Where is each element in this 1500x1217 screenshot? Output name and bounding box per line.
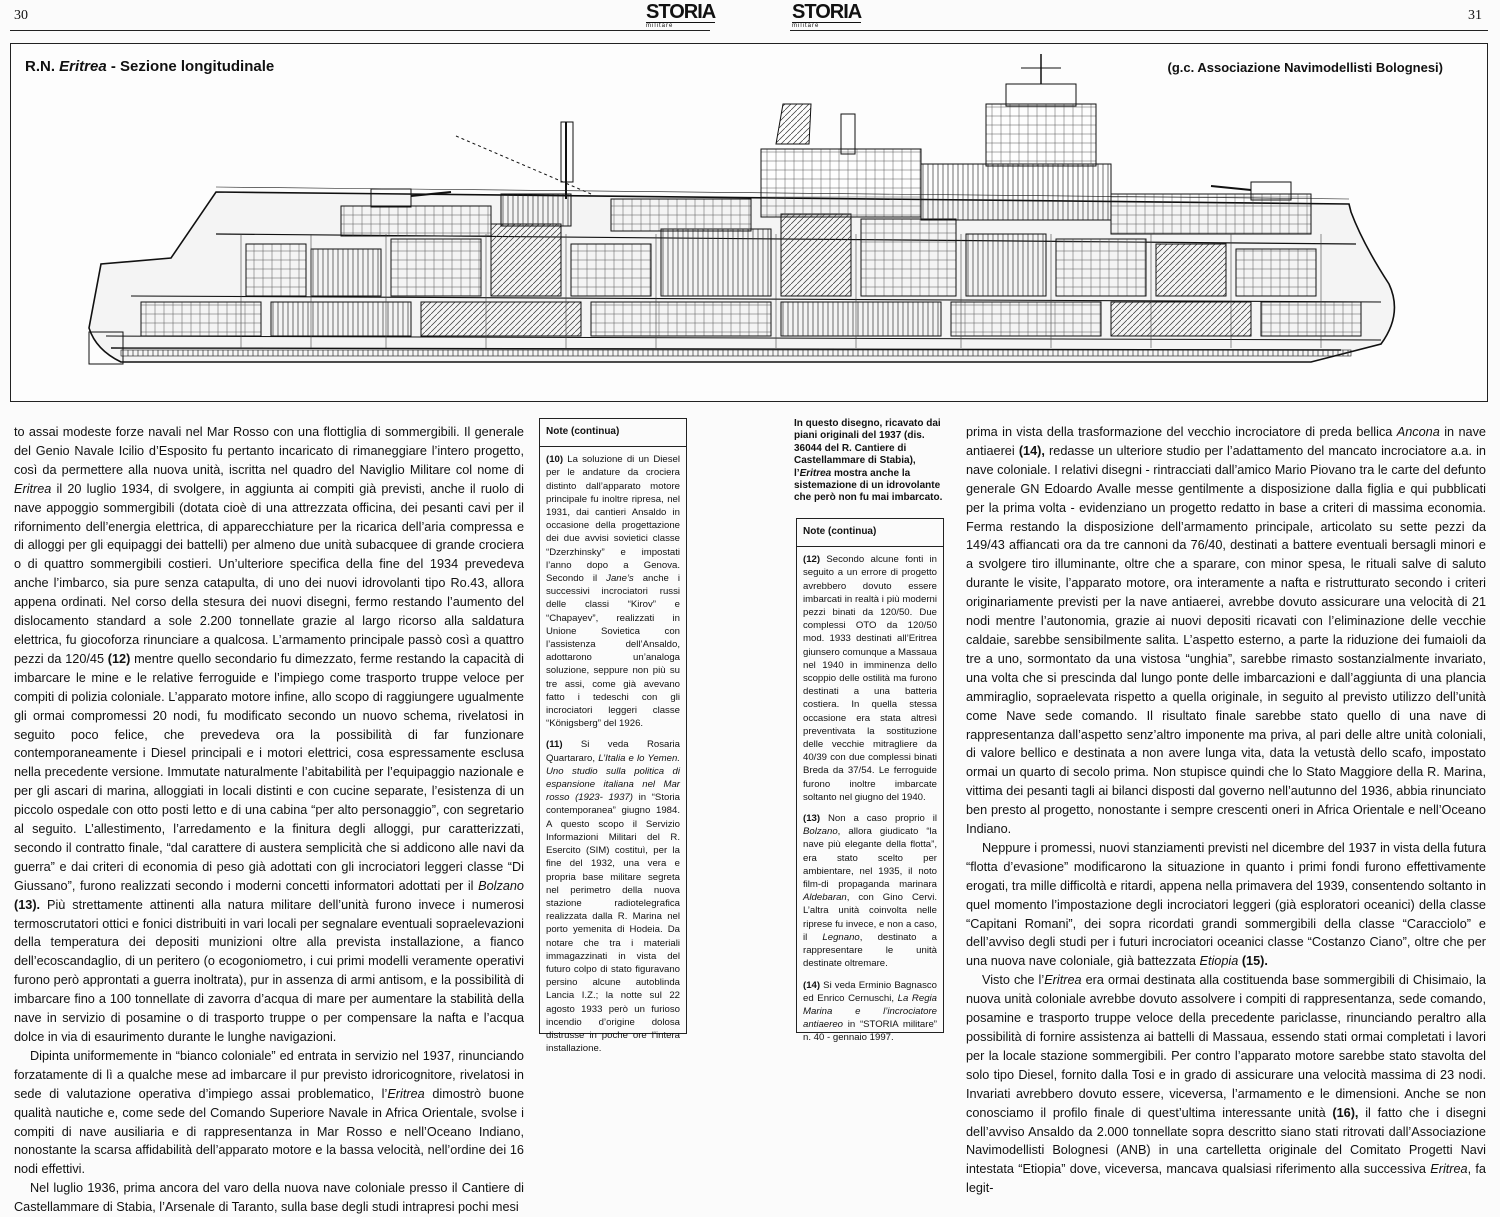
article-column-2 [966, 423, 1486, 1198]
figure-title-prefix: R.N. [25, 58, 60, 75]
paragraph: Neppure i promessi, nuovi stanziamenti previsti nel dicembre del 1937 in vista della futura “flotta d’evasione” modificarono la situazione in quanto i primi fondi furono effettivamente erogati, tra mille difficoltà e ritardi, appena nella primavera del 1939, consentendo soltanto in quel momento l’impostazione degli incrociatori leggeri (già esploratori oceanici) della classe “Capitani Romani”, dei sopra ricordati grandi sommergibili della classe “Caracciolo” e dell’avviso degli studi per i futuri incrociatori oceanici classe “Costanzo Ciano”, oltre che per una nuova nave coloniale, già battezzata Etiopia (15). [966, 840, 1486, 969]
logo-text: STORIA [792, 1, 862, 23]
figure-caption: In questo disegno, ricavato dai piani originali del 1937 (dis. 36044 del R. Cantiere di Castellammare di Stabia), l’Eritrea mostra anche la sistemazione di un idrovolante che però non fu mai imbarcato. [794, 418, 943, 504]
paragraph: to assai modeste forze navali nel Mar Rosso con una flottiglia di sommergibili. Il generale del Genio Navale Icilio d’Esposito fu pertanto incaricato di rimaneggiare l’intero progetto, così da permettere alla nuova unità, iscritta nel quadro del Naviglio Militare col nome di Eritrea il 20 luglio 1934, di svolgere, in aggiunta ai compiti già previsti, anche il ruolo di nave appoggio sommergibili (dotata cioè di una attrezzata officina, dei pesanti cavi per il rifornimento dell’energia elettrica, di apparecchiature per la ricarica dell’aria compressa e di alloggi per gli equipaggi dei battelli) per almeno due unità subacquee di grande crociera o di quattro sommergibili costieri. Un’ulteriore specifica della fine del 1934 prevedeva anche l’imbarco, sia pure senza catapulta, di uno dei nuovi idrovolanti tipo Ro.43, allora appena ordinati. Nel corso della stesura dei nuovi disegni, fermo restando l’aumento del dislocamento standard a sole 2.200 tonnellate grazie al largo ricorso alla saldatura elettrica, fu giocoforza rinunciare a qualcosa. L’armamento principale passò così a quattro pezzi da 120/45 (12) mentre quello secondario fu dimezzato, ferme restando la capacità di imbarcare le mine e le relative ferroguide e l’impiego come trasporto truppe veloce per compiti di polizia coloniale. L’apparato motore infine, allo scopo di raggiungere ugualmente gli ormai compromessi 20 nodi, fu modificato secondo un nuovo schema, rivelatosi in seguito poco felice, che prevedeva ora la possibilità di far funzionare contemporaneamente i Diesel principali e i motori elettrici, cosa espressamente esclusa nella precedente versione. Immutate naturalmente l’abitabilità per l’equipaggio nazionale e per gli ascari di marina, alloggiati in locali distinti e con cucine separate, l’esistenza di un piccolo ospedale con otto posti letto e di una cabina “per alto personaggio”, con segretario al seguito. L’allestimento, l’arredamento e la finitura degli alloggi, pur caratterizzati, secondo il contratto finale, “dal carattere di austera semplicità che si addicono alle navi da guerra” e dai criteri di economia di peso già adottati con gli incrociatori leggeri classe “Di Giussano”, furono realizzati secondo i moderni concetti informatori adottati per il Bolzano (13). Più strettamente attinenti alla natura militare dell’unità furono invece i numerosi termoscrutatori ottici e fonici distribuiti in vari locali per segnalare eventuali sopraelevazioni della temperatura dei depositi munizioni oltre alla prevista installazione, a fianco dell’ecoscandaglio, di un peritero (o ecogoniometro, i cui primi modelli veramente operativi furono però approntati a guerra inoltrata), pur in assenza di armi antisom, e la possibilità di imbarcare fino a 100 tonnellate di zavorra d’acqua di mare per aumentare la stabilità della nave in servizio di posamine o di trasporto truppe o per compensare la nafta e l’acqua dolce in via di esaurimento durante le lunghe navigazioni. [14, 425, 524, 1044]
magazine-logo-left [646, 2, 715, 29]
note-10: (10) La soluzione di un Diesel per le andature da crociera distinto dall’apparato motore principale fu inoltre ripresa, nel 1931, dai cantieri Ansaldo in occasione della progettazione dei due avvisi sovietici classe “Dzerzhinsky” e impostati l’anno dopo a Genova. Secondo il Jane’s anche i successivi incrociatori russi delle classi “Kirov” e “Chapayev”, realizzati in Unione Sovietica con l’assistenza dell’Ansaldo, adottarono un’analoga soluzione, seppure non più su tre assi, come già avevano fatto i tedeschi con gli incrociatori leggeri classe “Königsberg” del 1926. [546, 454, 680, 730]
note-11: (11) Si veda Rosaria Quartararo, L’Italia e lo Yemen. Uno studio sulla politica di espansione italiana nel Mar rosso (1923- 1937) in “Storia contemporanea” giugno 1984. A questo scopo il Servizio Informazioni Militari del R. Esercito (SIM) costituì, per la fine del 1932, una vera e propria base militare segreta nel perimetro della nuova stazione radiotelegrafica realizzata dalla R. Marina nel porto yemenita di Hodeia. Da notare che tra i materiali immagazzinati in vista del futuro colpo di stato figuravano persino alcune autoblinda Lancia I.Z.; la notte sul 22 agosto 1933 però un furioso incendio d’origine dolosa distrusse in poche ore l’intera installazione. [546, 739, 680, 1055]
notes-heading: Note (continua) [540, 425, 686, 447]
ship-section-drawing [11, 44, 1486, 400]
note-14: (14) Si veda Erminio Bagnasco ed Enrico Cernuschi, La Regia Marina e l’incrociatore antiaereo in “STORIA militare” n. 40 - gennaio 1997. [803, 979, 937, 1044]
logo-text: STORIA [646, 1, 716, 23]
paragraph: Nel luglio 1936, prima ancora del varo della nuova nave coloniale presso il Cantiere di Castellammare di Stabia, l’Arsenale di Taranto, sulla base degli studi intrapresi pochi mesi [14, 1181, 524, 1215]
figure-frame [10, 43, 1488, 402]
article-column-1 [14, 423, 524, 1217]
figure-title-suffix: - Sezione longitudinale [106, 58, 275, 75]
header-rule-left [10, 30, 710, 31]
page-number-right: 31 [1468, 8, 1482, 23]
paragraph: prima in vista della trasformazione del vecchio incrociatore di preda bellica Ancona in nave antiaerei (14), redasse un ulteriore studio per l’adattamento del mancato incrociatore a.a. in nave coloniale. I relativi disegni - rintracciati dall’amico Mario Piovano tra le carte del defunto generale GN Edoardo Avalle messe gentilmente a disposizione dalla figlia e qui pubblicati per la prima volta - evidenziano un progetto redatto in base a criteri di massima economia. Ferma restando la disposizione dell’armamento principale, articolato su sette pezzi da 149/43 affiancati ora da tre cannoni da 76/40, destinati a battere eventuali bersagli minori e a svolgere tiro illuminante, oltre che a sparare, con minor spesa, le rituali salve di saluto durante le visite, l’apparato motore, ora interamente a nafta e ristrutturato secondo i criteri originariamente previsti per la nave antiaerei, avrebbe dovuto assicurare una velocità di 21 nodi mentre l’autonomia, grazie ai nuovi depositi ricavati con l’eliminazione delle vecchie caldaie, sarebbe sensibilmente salita. L’aspetto esterno, a parte la riduzione dei fumaioli da tre a uno, sormontato da una vistosa “unghia”, sarebbe rimasto sostanzialmente invariato, una volta che si prescinda dal lungo ponte delle imbarcazioni e dall’aggiunta di una plancia ammiraglio, sopraelevata rispetto a quella originale, in seguito al previsto utilizzo dell’unità come Nave sede comando. Il risultato finale sarebbe stato quello di una nave di rappresentanza dall’aspetto senz’altro imponente ma priva, al pari delle altre unità coloniali, di valore bellico e destinata a non avere lunga vita, data la vetustà dello scafo, impostato ormai un quarto di secolo prima. Non stupisce quindi che lo Stato Maggiore della R. Marina, vittima dei pesanti tagli ai bilanci disposti dal governo nell’autunno del 1936, abbia rinunciato ben presto al progetto, nonostante i sempre crescenti oneri in Africa Orientale e nell’Oceano Indiano. [966, 425, 1486, 837]
paragraph: Dipinta uniformemente in “bianco coloniale” ed entrata in servizio nel 1937, rinunciando forzatamente di lì a qualche mese ad imbarcare il pur previsto idroricognitore, rivelatosi in sede di valutazione operativa d’impiego assai problematico, l’Eritrea dimostrò buone qualità nautiche e, come sede del Comando Superiore Navale in Africa Orientale, svolse i compiti di nave ausiliaria e di rappresentanza in Mar Rosso e nell’Oceano Indiano, nonostante la scarsa affidabilità dell’apparato motore e la bassa velocità, nell’ordine dei 16 nodi effettivi. [14, 1048, 524, 1177]
paragraph: Visto che l’Eritrea era ormai destinata alla costituenda base sommergibili di Chisimaio, la nuova unità coloniale avrebbe dovuto assolvere i compiti di rappresentanza, sede comando, posamine e trasporto truppe veloce della precedente pariclasse, rinunciando peraltro alla possibilità di fornire assistenza ai battelli di Massaua, essendo stati ormai completati i lavori per la locale stazione sommergibili. Per contro l’apparato motore sarebbe stato stavolta del solo tipo Diesel, fornito dalla Tosi e in grado di assicurare una velocità massima di 23 nodi. Invariati avrebbero dovuto essere, viceversa, l’armamento e le dimensioni. Anche se non conosciamo il profilo finale di quest’ultima interessante unità (16), il fatto che i disegni dell’avviso Ansaldo da 2.000 tonnellate sopra descritto siano stati ritrovati dall’Associazione Navimodellisti Bolognesi (ANB) in una cartelletta originale del Comitato Progetti Navi intestata “Etiopia” dove, viceversa, mancava qualsiasi riferimento alla successiva Eritrea, fa legit- [966, 973, 1486, 1196]
logo-subtext: militare [792, 22, 861, 29]
magazine-logo-right [792, 2, 861, 29]
notes-box-1 [539, 418, 687, 1055]
notes-heading: Note (continua) [797, 525, 943, 547]
note-12: (12) Secondo alcune fonti in seguito a un errore di progetto avrebbero dovuto essere imbarcati in realtà i più moderni pezzi binati da 120/50. Due complessi OTO da 120/50 mod. 1933 destinati all’Eritrea giunsero comunque a Massaua nel 1940 in imminenza dello scoppio delle ostilità ma furono destinati a una batteria costiera. In quella stessa occasione era stata altresì preventivata la sostituzione delle vecchie mitragliere da 40/39 con due complessi binati Breda da 37/54. Le ferroguide furono inoltre imbarcate soltanto nel giugno del 1940. [803, 554, 937, 803]
page-number-left: 30 [14, 8, 28, 23]
header-rule-right [790, 30, 1488, 31]
figure-title-ship: Eritrea [59, 58, 107, 75]
figure-credit: (g.c. Associazione Navimodellisti Bolognesi) [1167, 60, 1443, 75]
logo-subtext: militare [646, 22, 715, 29]
notes-box-2 [796, 518, 944, 1044]
note-13: (13) Non a caso proprio il Bolzano, allora giudicato “la nave più elegante della flotta”, era stato scelto per ambientare, nel 1935, il noto film-di propaganda marinara Aldebaran, con Gino Cervi. L’altra unità coinvolta nelle riprese fu invece, e non a caso, il Legnano, destinato a rappresentare le unità destinate oltremare. [803, 813, 937, 970]
